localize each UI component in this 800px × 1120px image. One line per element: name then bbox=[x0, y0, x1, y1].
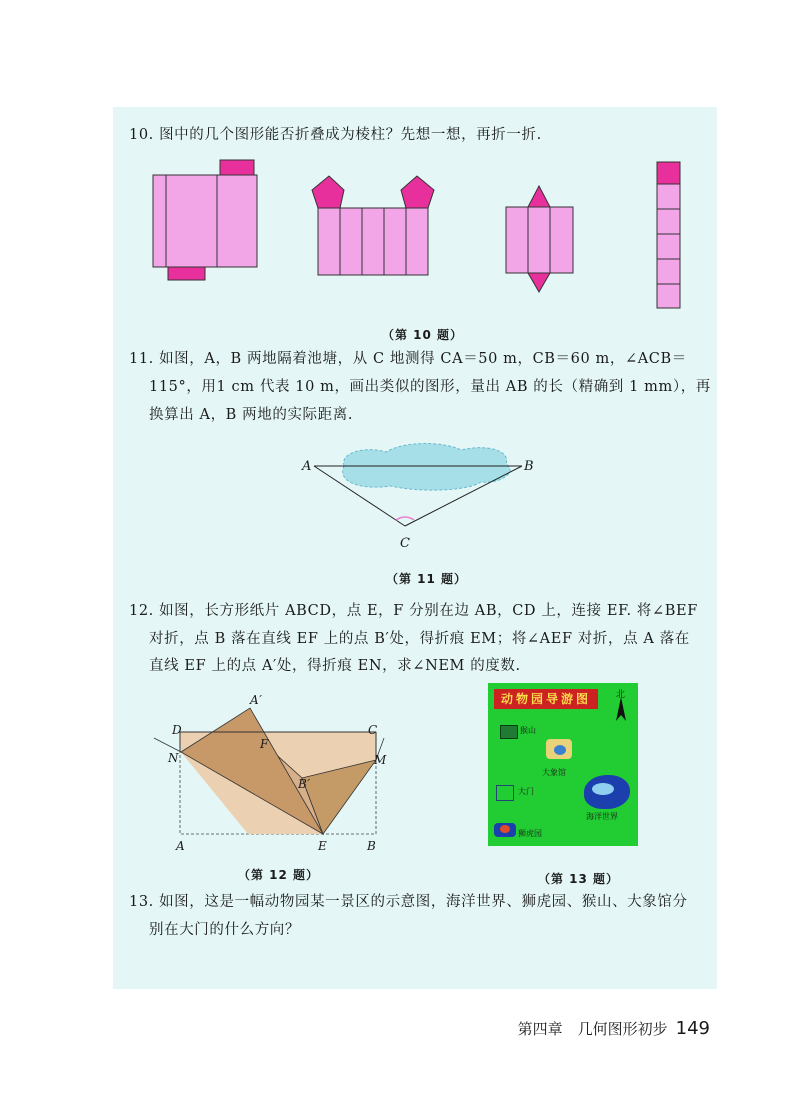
q12-label-m: M bbox=[374, 753, 387, 767]
q12-label-b: B bbox=[367, 839, 377, 853]
north-arrow-icon bbox=[614, 697, 628, 723]
q11-caption: （第 11 题） bbox=[386, 572, 468, 586]
zoo-map bbox=[488, 683, 638, 846]
q11-label-b: B bbox=[524, 459, 535, 474]
q11-line-2: 115°，用1 cm 代表 10 m，画出类似的图形，量出 AB 的长（精确到 1 mm），再 bbox=[149, 379, 711, 395]
q12-label-c: C bbox=[368, 723, 378, 737]
q10-text: 10. 图中的几个图形能否折叠成为棱柱？先想一想，再折一折. bbox=[129, 127, 542, 143]
q12-label-a: A bbox=[176, 839, 186, 853]
q10-caption: （第 10 题） bbox=[382, 328, 464, 342]
page-number: 149 bbox=[675, 1018, 710, 1039]
q10-figure-3-net bbox=[504, 180, 576, 295]
q10-figure-1-net bbox=[150, 158, 260, 283]
q12-caption: （第 12 题） bbox=[238, 868, 320, 882]
page-footer bbox=[518, 1018, 710, 1039]
q11-label-c: C bbox=[400, 536, 411, 551]
q12-label-b-prime: B′ bbox=[298, 777, 311, 791]
map-label-ocean: 海洋世界 bbox=[586, 812, 618, 821]
q12-label-e: E bbox=[318, 839, 328, 853]
q11-line-3: 换算出 A，B 两地的实际距离. bbox=[149, 407, 354, 423]
map-label-lion: 狮虎园 bbox=[518, 829, 542, 838]
map-label-monkey: 猴山 bbox=[520, 726, 536, 735]
q12-folding-figure bbox=[150, 690, 390, 850]
q11-pond-figure bbox=[296, 440, 546, 555]
q13-caption: （第 13 题） bbox=[538, 872, 620, 886]
map-title: 动物园导游图 bbox=[494, 689, 598, 709]
gate-icon bbox=[496, 785, 514, 801]
q12-line-3: 直线 EF 上的点 A′处，得折痕 EN，求∠NEM 的度数. bbox=[149, 658, 521, 674]
q13-line-2: 别在大门的什么方向？ bbox=[149, 922, 300, 938]
angle-mark bbox=[396, 517, 414, 520]
map-north-label: 北 bbox=[616, 690, 626, 700]
pond-shape bbox=[343, 444, 510, 491]
map-label-gate: 大门 bbox=[518, 787, 534, 796]
monkey-hill-icon bbox=[500, 725, 518, 739]
q13-line-1: 13. 如图，这是一幅动物园某一景区的示意图，海洋世界、狮虎园、猴山、大象馆分 bbox=[129, 894, 688, 910]
q10-figure-2-net bbox=[308, 170, 438, 282]
q12-label-a-prime: A′ bbox=[250, 693, 263, 707]
chapter-title: 第四章 几何图形初步 bbox=[517, 1020, 668, 1038]
q10-figure-4-net bbox=[655, 160, 683, 310]
q12-label-f: F bbox=[260, 737, 269, 751]
q11-label-a: A bbox=[302, 459, 312, 474]
q12-label-d: D bbox=[172, 723, 183, 737]
q12-label-n: N bbox=[168, 751, 180, 765]
q11-line-1: 11. 如图，A，B 两地隔着池塘，从 C 地测得 CA＝50 m，CB＝60 m，∠ACB＝ bbox=[129, 351, 687, 367]
q12-line-1: 12. 如图，长方形纸片 ABCD，点 E，F 分别在边 AB，CD 上，连接 EF. 将∠BEF bbox=[129, 603, 698, 619]
q12-line-2: 对折，点 B 落在直线 EF 上的点 B′处，得折痕 EM；将∠AEF 对折，点 A 落在 bbox=[149, 631, 690, 647]
map-label-elephant: 大象馆 bbox=[542, 768, 566, 777]
